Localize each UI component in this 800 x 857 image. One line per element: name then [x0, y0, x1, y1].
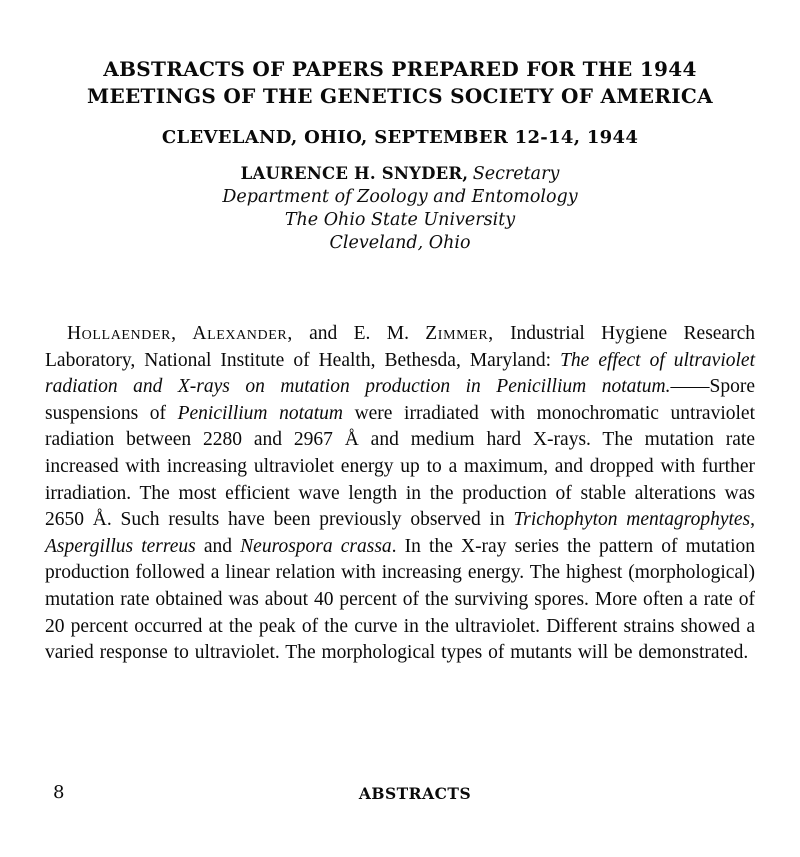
university-line: The Ohio State University [284, 210, 516, 230]
department-line: Department of Zoology and Entomology [222, 187, 578, 207]
document-body [45, 321, 755, 667]
secretary-role: Secretary [472, 164, 560, 184]
document-header [45, 56, 755, 255]
page-footer [45, 782, 755, 808]
title-line-1: ABSTRACTS OF PAPERS PREPARED FOR THE 1944 [103, 57, 697, 81]
title-line-2: MEETINGS OF THE GENETICS SOCIETY OF AMERICA [87, 84, 713, 108]
meeting-location-date: CLEVELAND, OHIO, SEPTEMBER 12-14, 1944 [161, 127, 639, 148]
page-number: 8 [53, 782, 65, 803]
secretary-line [45, 162, 755, 186]
abstract-paragraph: Hollaender, Alexander, and E. M. Zimmer, Industrial Hygiene Research Laboratory, National Institute of Health, Bethesda, Maryland: The effect of ultraviolet radiation and X-rays on mutation production in Penicillium notatum.——Spore suspensions of Penicillium notatum were irradiated with monochromatic untraviolet radiation between 2280 and 2967 Å and medium hard X-rays. The mutation rate increased with increasing ultraviolet energy up to a maximum, and dropped with further irradiation. The most efficient wave length in the production of stable alterations was 2650 Å. Such results have been previously observed in Trichophyton mentagrophytes, Aspergillus terreus and Neurospora crassa. In the X-ray series the pattern of mutation production followed a linear relation with increasing energy. The highest (morphological) mutation rate obtained was about 40 percent of the surviving spores. More often a rate of 20 percent occurred at the peak of the curve in the ultraviolet. Different strains showed a varied response to ultraviolet. The morphological types of mutants will be demonstrated. [45, 323, 756, 664]
secretary-name: LAURENCE H. SNYDER, [240, 164, 469, 183]
location-line: Cleveland, Ohio [329, 233, 471, 253]
running-head: ABSTRACTS [358, 784, 472, 803]
document-title [45, 56, 755, 110]
